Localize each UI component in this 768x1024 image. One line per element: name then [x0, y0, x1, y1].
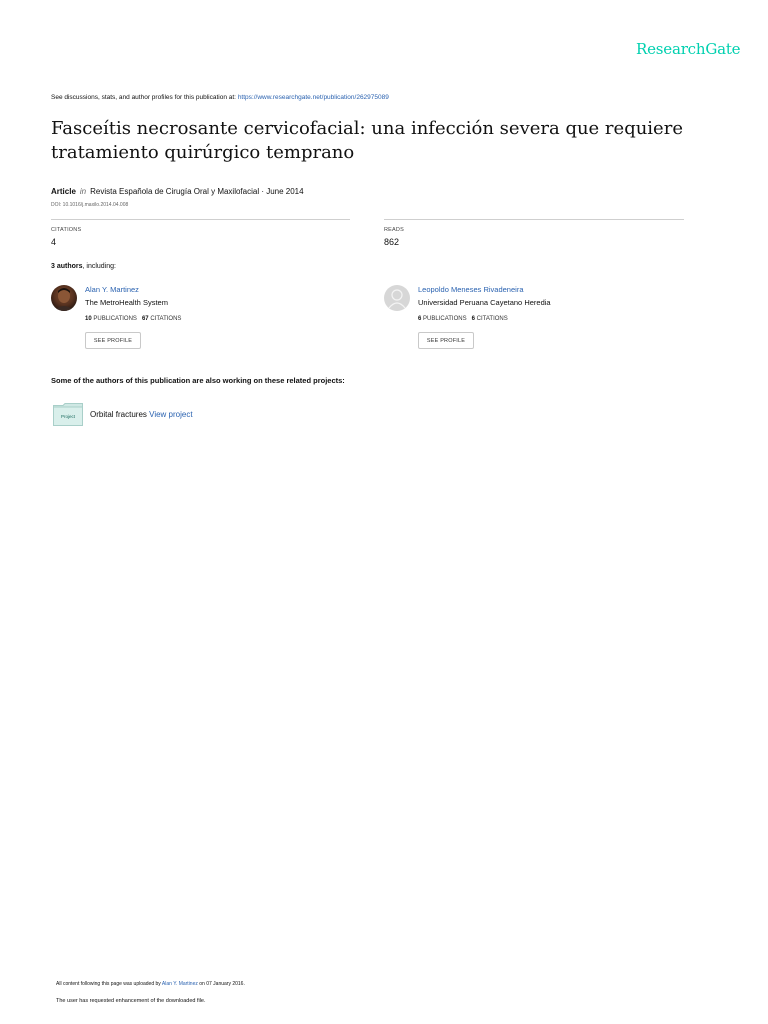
- journal-name: Revista Española de Cirugía Oral y Maxilofacial · June 2014: [90, 187, 304, 196]
- related-projects-heading: Some of the authors of this publication are also working on these related projects:: [51, 376, 345, 385]
- reads-label: READS: [384, 227, 404, 233]
- uploader-link[interactable]: Alan Y. Martinez: [161, 981, 198, 987]
- authors-count: 3 authors: [51, 263, 83, 270]
- author-institution: The MetroHealth System: [85, 298, 168, 307]
- author-stats: [85, 316, 181, 322]
- publications-label: PUBLICATIONS: [423, 316, 467, 322]
- upload-suffix: on 07 January 2016.: [199, 981, 245, 987]
- in-label: in: [79, 187, 87, 196]
- enhancement-note: The user has requested enhancement of the downloaded file.: [56, 998, 206, 1004]
- paper-title: Fasceítis necrosante cervicofacial: una infección severa que requiere tratamiento quirúrgico temprano: [51, 118, 683, 163]
- author-citations-count: 67: [141, 316, 149, 322]
- author-stats: [418, 316, 508, 322]
- author-citations-label: CITATIONS: [476, 316, 508, 322]
- discuss-line: [51, 94, 389, 101]
- researchgate-logo[interactable]: ResearchGate: [636, 40, 741, 58]
- project-entry: [90, 410, 193, 419]
- default-user-icon: [384, 285, 410, 311]
- discuss-prefix: See discussions, stats, and author profiles for this publication at:: [51, 94, 236, 101]
- upload-note: [56, 981, 245, 987]
- avatar[interactable]: [51, 285, 77, 311]
- publications-label: PUBLICATIONS: [93, 316, 137, 322]
- upload-prefix: All content following this page was uploaded by: [56, 981, 161, 987]
- author-citations-label: CITATIONS: [150, 316, 182, 322]
- publications-count: 10: [85, 316, 92, 322]
- see-profile-button[interactable]: SEE PROFILE: [418, 332, 474, 349]
- view-project-link[interactable]: View project: [149, 410, 193, 419]
- author-institution: Universidad Peruana Cayetano Heredia: [418, 298, 551, 307]
- authors-heading: [51, 263, 116, 270]
- publications-count: 6: [418, 316, 422, 322]
- divider: [51, 219, 350, 220]
- article-type: Article: [51, 187, 76, 196]
- avatar[interactable]: [384, 285, 410, 311]
- citations-count: 4: [51, 237, 57, 247]
- divider: [384, 219, 684, 220]
- author-name[interactable]: Alan Y. Martinez: [85, 285, 139, 294]
- folder-label: Project: [60, 414, 76, 419]
- project-name: Orbital fractures: [90, 410, 147, 419]
- authors-including: , including:: [82, 263, 116, 270]
- see-profile-button[interactable]: SEE PROFILE: [85, 332, 141, 349]
- author-name[interactable]: Leopoldo Meneses Rivadeneira: [418, 285, 524, 294]
- citations-label: CITATIONS: [51, 227, 82, 233]
- article-meta: [51, 187, 304, 196]
- publication-link[interactable]: https://www.researchgate.net/publication/262975089: [237, 94, 389, 101]
- author-photo-icon: [51, 285, 77, 311]
- author-citations-count: 6: [471, 316, 475, 322]
- reads-count: 862: [384, 237, 400, 247]
- doi: DOI: 10.1016/j.maxilo.2014.04.008: [51, 202, 129, 208]
- project-folder-icon: [53, 403, 83, 426]
